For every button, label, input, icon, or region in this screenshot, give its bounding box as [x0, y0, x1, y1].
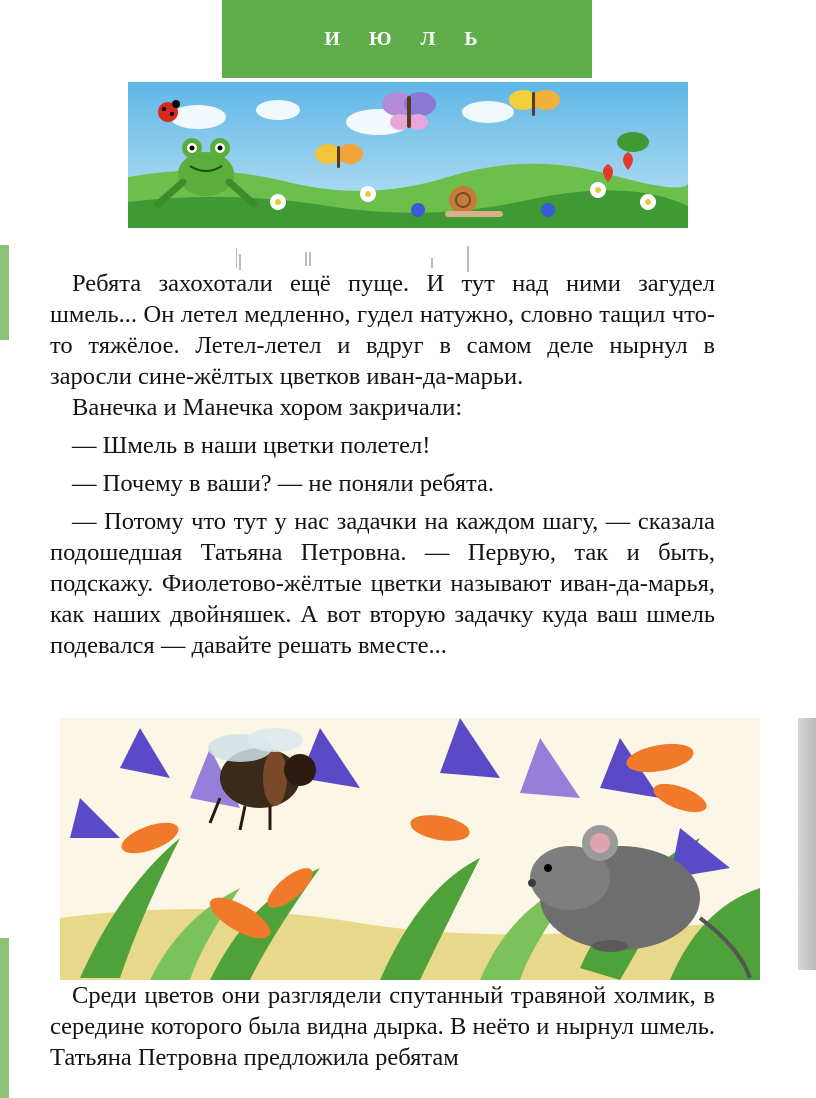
dialogue-line: — Шмель в наши цветки полетел!: [72, 432, 431, 459]
page-edge-strip-bottom: [0, 938, 9, 1098]
paragraph: Ванечка и Манечка хором закричали:: [72, 394, 463, 421]
bumblebee-mouse-illustration: [60, 718, 760, 980]
dialogue-line: — Потому что тут у нас задачки на каждом шагу, — сказала подошедшая Татьяна Петровна. — Первую, так и быть, подскажу. Фиолетово-жёлтые цветки называют иван-да-марья, как наших двойняшек. А вот вторую задачку куда ваш шмель подевался — давайте решать вместе...: [50, 508, 715, 659]
story-text-continued: [50, 980, 715, 1073]
month-title: И Ю Л Ь: [324, 27, 490, 50]
story-text: [50, 268, 715, 661]
paragraph: Среди цветов они разглядели спутанный травяной холмик, в середине которого была видна дырка. В неёто и нырнул шмель. Татьяна Петровна предложила ребятам: [50, 982, 715, 1071]
page-edge-shadow: [798, 718, 816, 970]
dialogue-line: — Почему в ваши? — не поняли ребята.: [72, 470, 494, 497]
paragraph: Ребята захохотали ещё пуще. И тут над ними загудел шмель... Он летел медленно, гудел натужно, словно тащил что-то тяжёлое. Летел-летел и вдруг в самом деле нырнул в заросли сине-жёлтых цветков иван-да-марьи.: [50, 270, 715, 390]
month-banner: [222, 0, 592, 78]
meadow-illustration: [128, 82, 688, 228]
page-edge-strip-top: [0, 245, 9, 340]
